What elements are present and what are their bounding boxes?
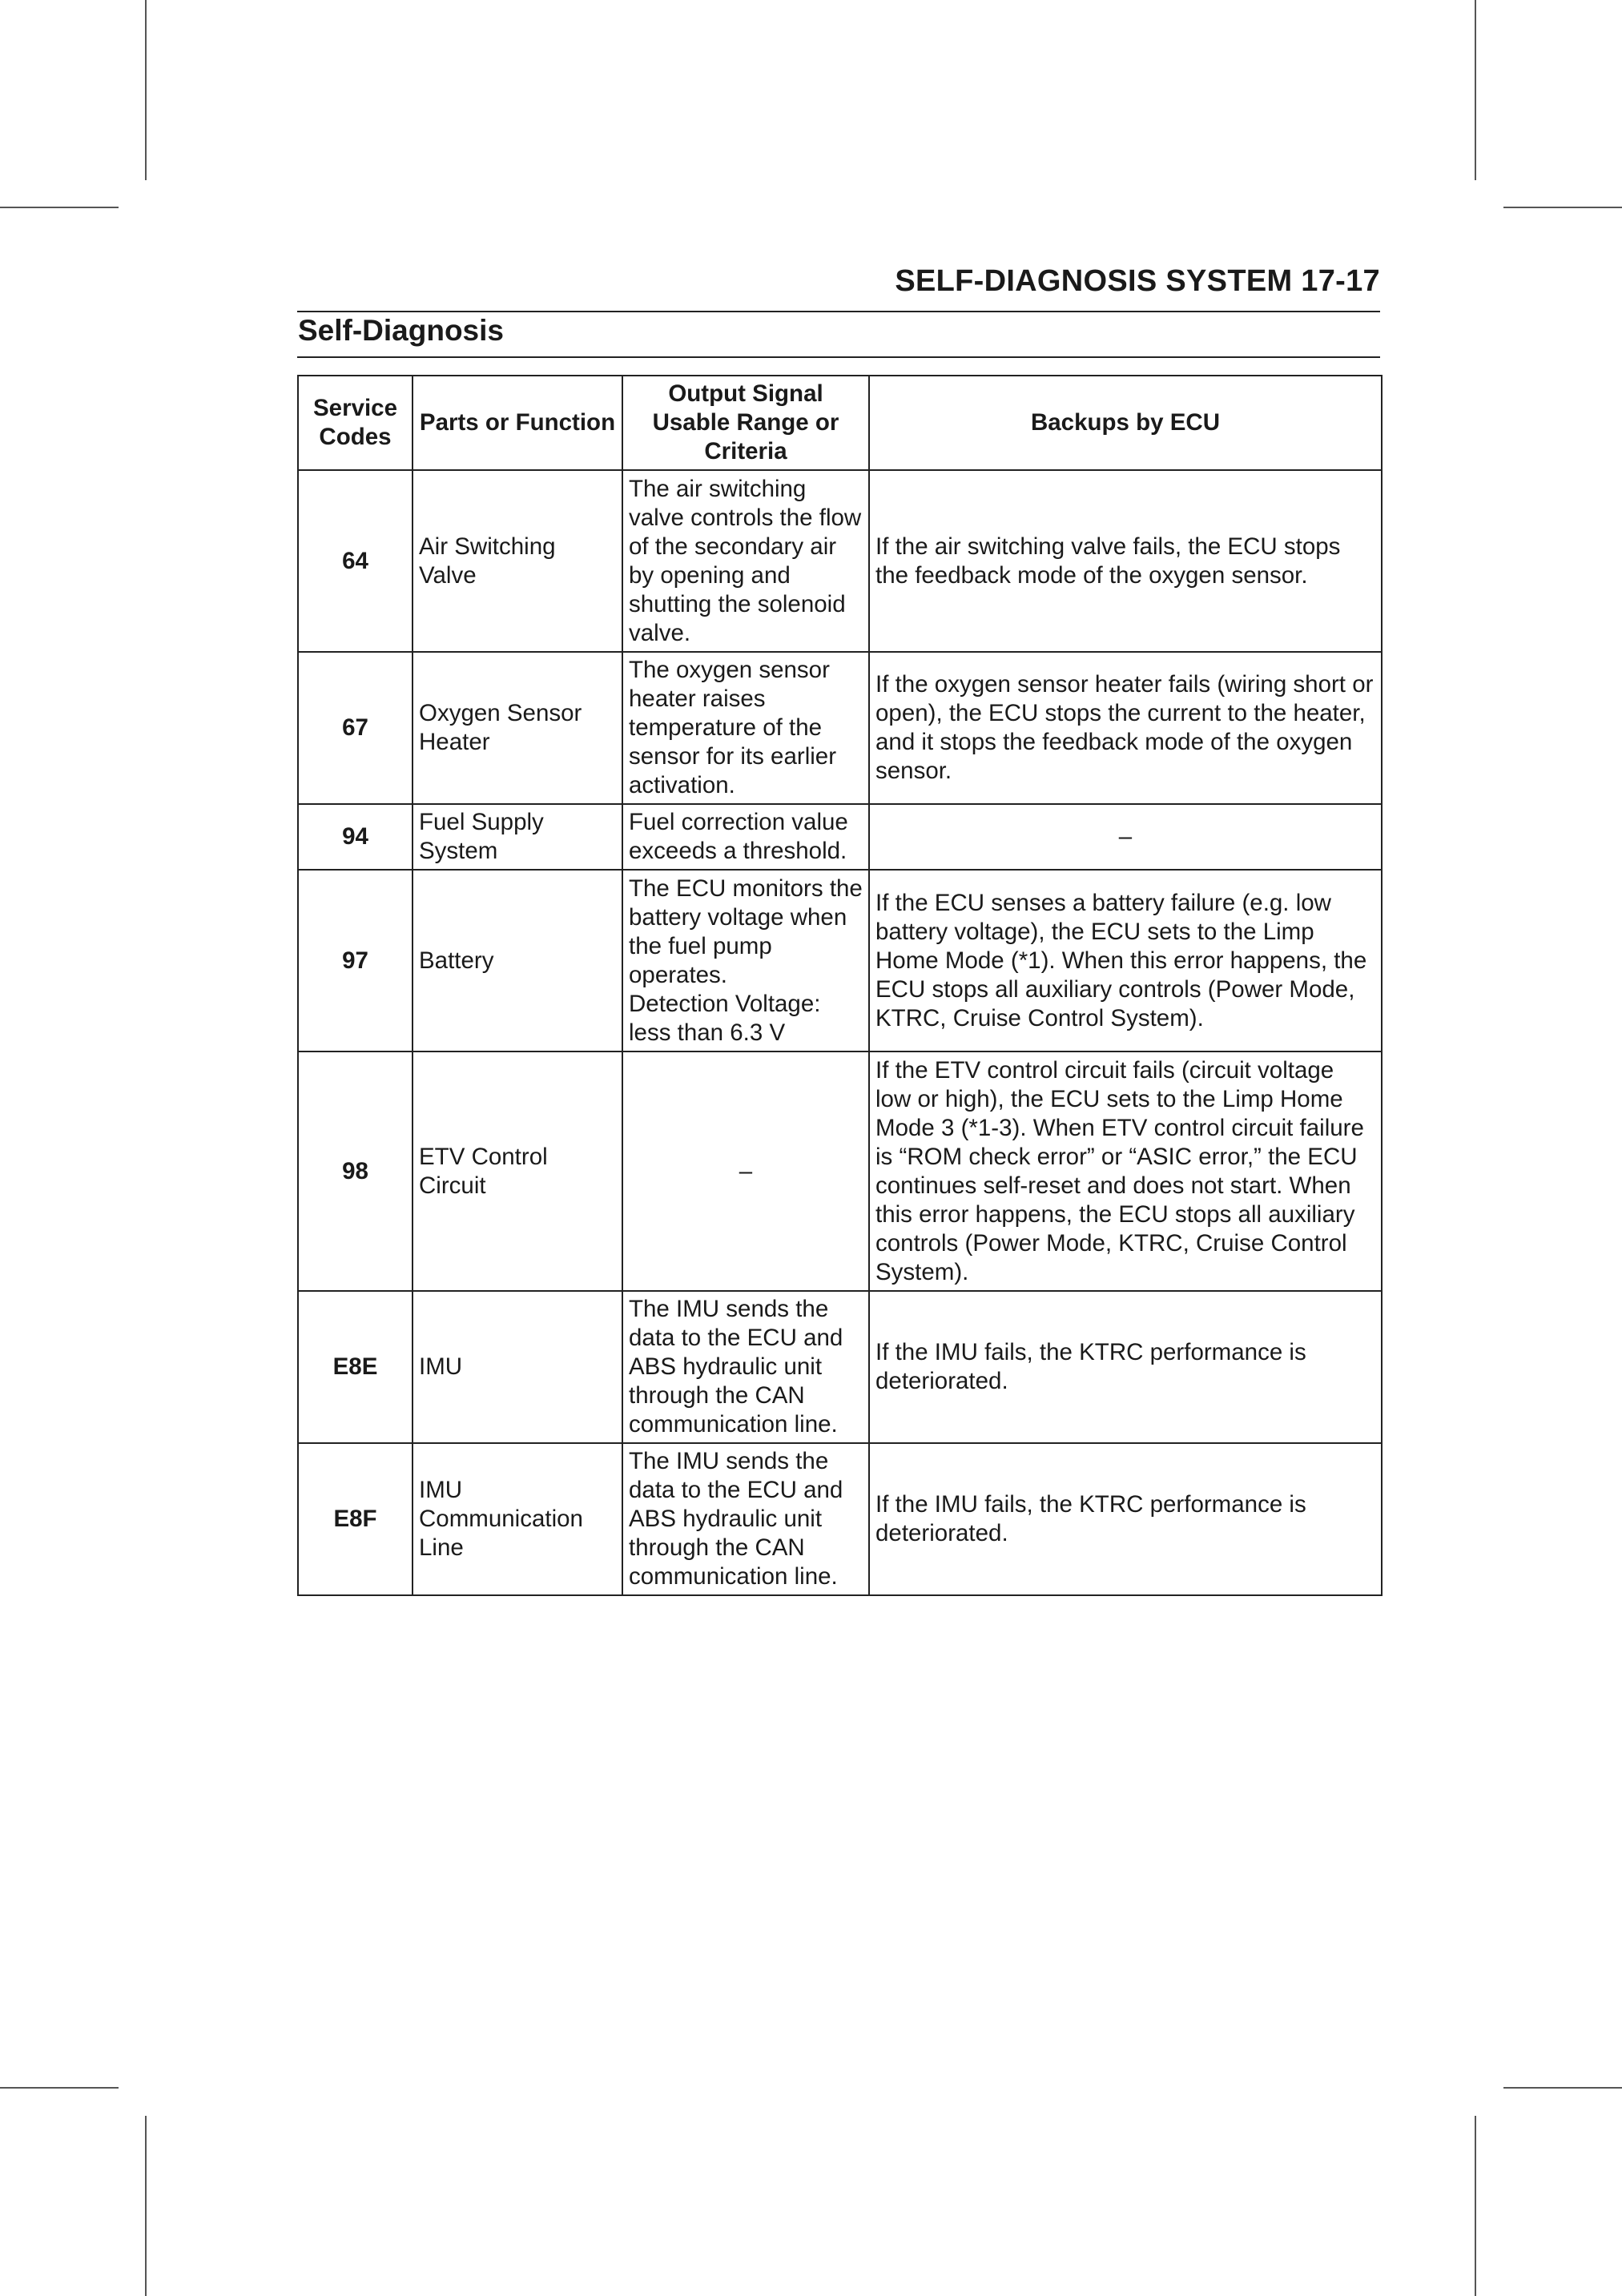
backup: If the ECU senses a battery failure (e.g. low battery voltage), the ECU sets to the Limp Home Mode (*1). When this error happens, the ECU stops all auxiliary controls (Power Mode, KTRC, Cruise Control System). [869,870,1382,1051]
criteria: – [622,1051,869,1291]
backup: If the IMU fails, the KTRC performance is deteriorated. [869,1291,1382,1443]
criteria: The ECU monitors the battery voltage when the fuel pump operates. [629,875,863,988]
table-row [298,804,1382,870]
page-header-title: SELF-DIAGNOSIS SYSTEM 17-17 [895,264,1380,298]
part-function: IMU [413,1291,622,1443]
backup: If the air switching valve fails, the ECU stops the feedback mode of the oxygen sensor. [869,470,1382,652]
section-title: Self-Diagnosis [298,314,504,347]
service-codes-table [297,375,1383,1596]
table-row [298,870,1382,1051]
criteria: The oxygen sensor heater raises temperature of the sensor for its earlier activation. [622,652,869,804]
crop-mark [0,207,119,208]
column-header-criteria: Output Signal Usable Range or Criteria [622,376,869,470]
table-header-row [298,376,1382,470]
part-function: IMU Communication Line [413,1443,622,1595]
service-code: 97 [298,870,413,1051]
table-row [298,470,1382,652]
section-rule [297,356,1380,358]
header-rule [297,311,1380,312]
crop-mark [0,2087,119,2089]
service-code: 94 [298,804,413,870]
backup: If the IMU fails, the KTRC performance is deteriorated. [869,1443,1382,1595]
part-function: Battery [413,870,622,1051]
table-row [298,1291,1382,1443]
detection-voltage: Detection Voltage: less than 6.3 V [629,990,821,1046]
criteria: The IMU sends the data to the ECU and ABS hydraulic unit through the CAN communication line. [622,1291,869,1443]
column-header-parts-function: Parts or Function [413,376,622,470]
backup: – [869,804,1382,870]
crop-mark [1503,207,1622,208]
table-row [298,1443,1382,1595]
criteria: The air switching valve controls the flow of the secondary air by opening and shutting the solenoid valve. [622,470,869,652]
service-code: E8F [298,1443,413,1595]
part-function: Fuel Supply System [413,804,622,870]
crop-mark [1475,2116,1476,2296]
table-row [298,652,1382,804]
crop-mark [145,2116,147,2296]
criteria-cell [622,870,869,1051]
crop-mark [1503,2087,1622,2089]
part-function: Oxygen Sensor Heater [413,652,622,804]
part-function: Air Switching Valve [413,470,622,652]
service-code: E8E [298,1291,413,1443]
service-code: 64 [298,470,413,652]
criteria: Fuel correction value exceeds a threshold. [622,804,869,870]
table-row [298,1051,1382,1291]
service-code: 67 [298,652,413,804]
crop-mark [145,0,147,180]
column-header-backups: Backups by ECU [869,376,1382,470]
criteria: The IMU sends the data to the ECU and ABS hydraulic unit through the CAN communication line. [622,1443,869,1595]
backup: If the ETV control circuit fails (circuit voltage low or high), the ECU sets to the Limp Home Mode 3 (*1-3). When ETV control circuit failure is “ROM check error” or “ASIC error,” the ECU continues self-reset and does not start. When this error happens, the ECU stops all auxiliary controls (Power Mode, KTRC, Cruise Control System). [869,1051,1382,1291]
backup: If the oxygen sensor heater fails (wiring short or open), the ECU stops the current to the heater, and it stops the feedback mode of the oxygen sensor. [869,652,1382,804]
service-code: 98 [298,1051,413,1291]
crop-mark [1475,0,1476,180]
column-header-service-codes: Service Codes [298,376,413,470]
part-function: ETV Control Circuit [413,1051,622,1291]
